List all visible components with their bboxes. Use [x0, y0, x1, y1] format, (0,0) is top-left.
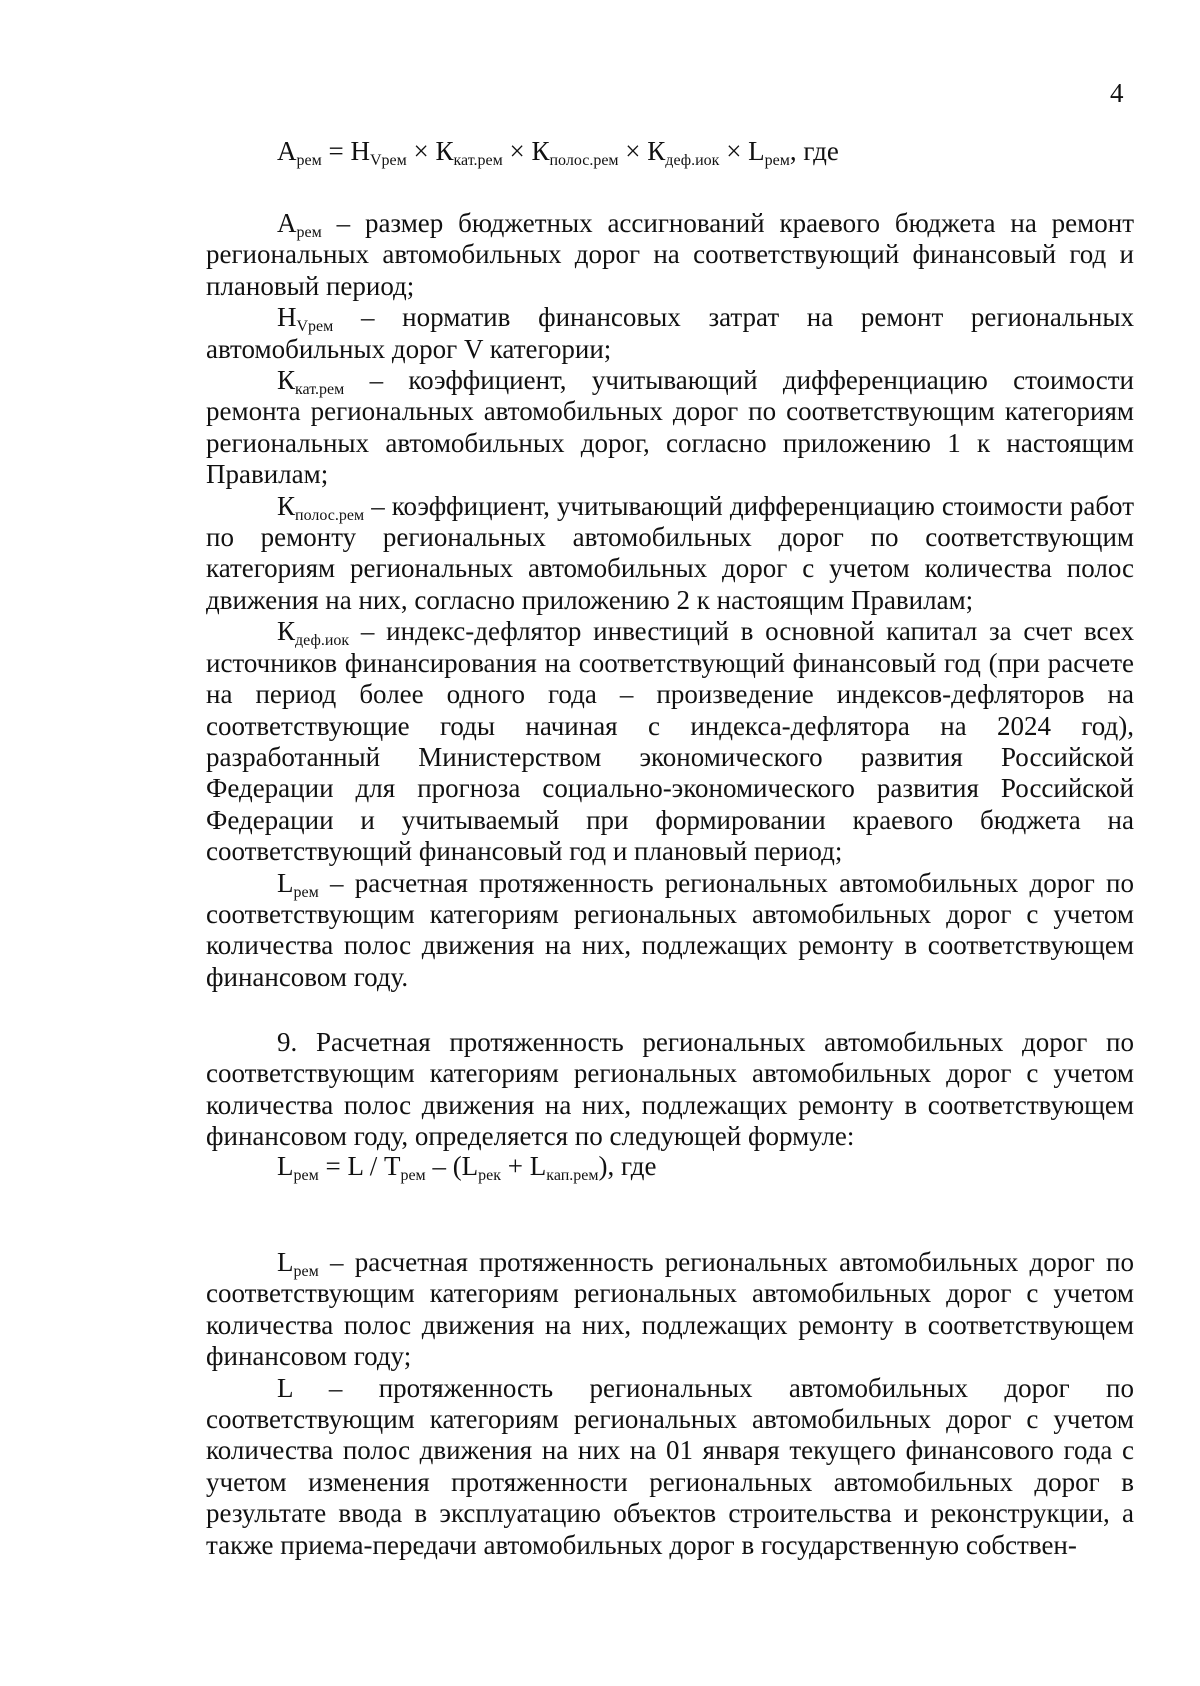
definition-paragraph: $К_{кат.рем}$ – коэффициент, учитывающий дифференциацию стоимости ремонта региональных автомобильных дорог по соответствующим категориям региональных автомобильных дорог, согласно приложению 1 к настоящим Правилам;	[206, 365, 1134, 490]
definition-paragraph: $L_{рем}$ – расчетная протяженность региональных автомобильных дорог по соответствующим категориям региональных автомобильных дорог с учетом количества полос движения на них, подлежащих ремонту в соответствующем финансовом году.	[206, 867, 1134, 992]
clause-9	[206, 1027, 1134, 1153]
repair-length-formula: $L_{рем} = L / Т_{рем} - (L_{рек} + L_{кап.рем})$, где	[277, 1151, 657, 1184]
formula-2-definitions	[206, 1247, 1134, 1561]
definition-paragraph: $L_{рем}$ – расчетная протяженность региональных автомобильных дорог по соответствующим категориям региональных автомобильных дорог с учетом количества полос движения на них, подлежащих ремонту в соответствующем финансовом году;	[206, 1247, 1134, 1372]
definition-paragraph: $А_{рем}$ – размер бюджетных ассигнований краевого бюджета на ремонт региональных автомобильных дорог на соответствующий финансовый год и плановый период;	[206, 208, 1134, 301]
formula-definitions	[206, 208, 1134, 993]
definition-paragraph: L – протяженность региональных автомобильных дорог по соответствующим категориям региональных автомобильных дорог с учетом количества полос движения на них на 01 января текущего финансового года с учетом изменения протяженности региональных автомобильных дорог в результате ввода в эксплуатацию объектов строительства и реконструкции, а также приема-передачи автомобильных дорог в государственную собствен-	[206, 1372, 1134, 1560]
definition-paragraph: $Н_{Vрем}$ – норматив финансовых затрат на ремонт региональных автомобильных дорог V категории;	[206, 302, 1134, 364]
repair-allocation-formula: $А_{рем} = Н_{Vрем} \times К_{кат.рем} \times К_{полос.рем} \times К_{деф.иок} \times L_{рем}$, где	[277, 136, 839, 169]
definition-paragraph: $К_{полос.рем}$ – коэффициент, учитывающий дифференциацию стоимости работ по ремонту региональных автомобильных дорог по соответствующим категориям региональных автомобильных дорог с учетом количества полос движения на них, согласно приложению 2 к настоящим Правилам;	[206, 490, 1134, 615]
page-number: 4	[1110, 78, 1124, 108]
clause-9-text: 9. Расчетная протяженность региональных автомобильных дорог по соответствующим категориям региональных автомобильных дорог с учетом количества полос движения на них, подлежащих ремонту в соответствующем финансовом году, определяется по следующей формуле:	[206, 1027, 1134, 1152]
definition-paragraph: $К_{деф.иок}$ – индекс-дефлятор инвестиций в основной капитал за счет всех источников финансирования на соответствующий финансовый год (при расчете на период более одного года – произведение индексов-дефляторов на соответствующие годы начиная с индекса-дефлятора на 2024 год), разработанный Министерством экономического развития Российской Федерации для прогноза социально-экономического развития Российской Федерации и учитываемый при формировании краевого бюджета на соответствующий финансовый год и плановый период;	[206, 616, 1134, 867]
